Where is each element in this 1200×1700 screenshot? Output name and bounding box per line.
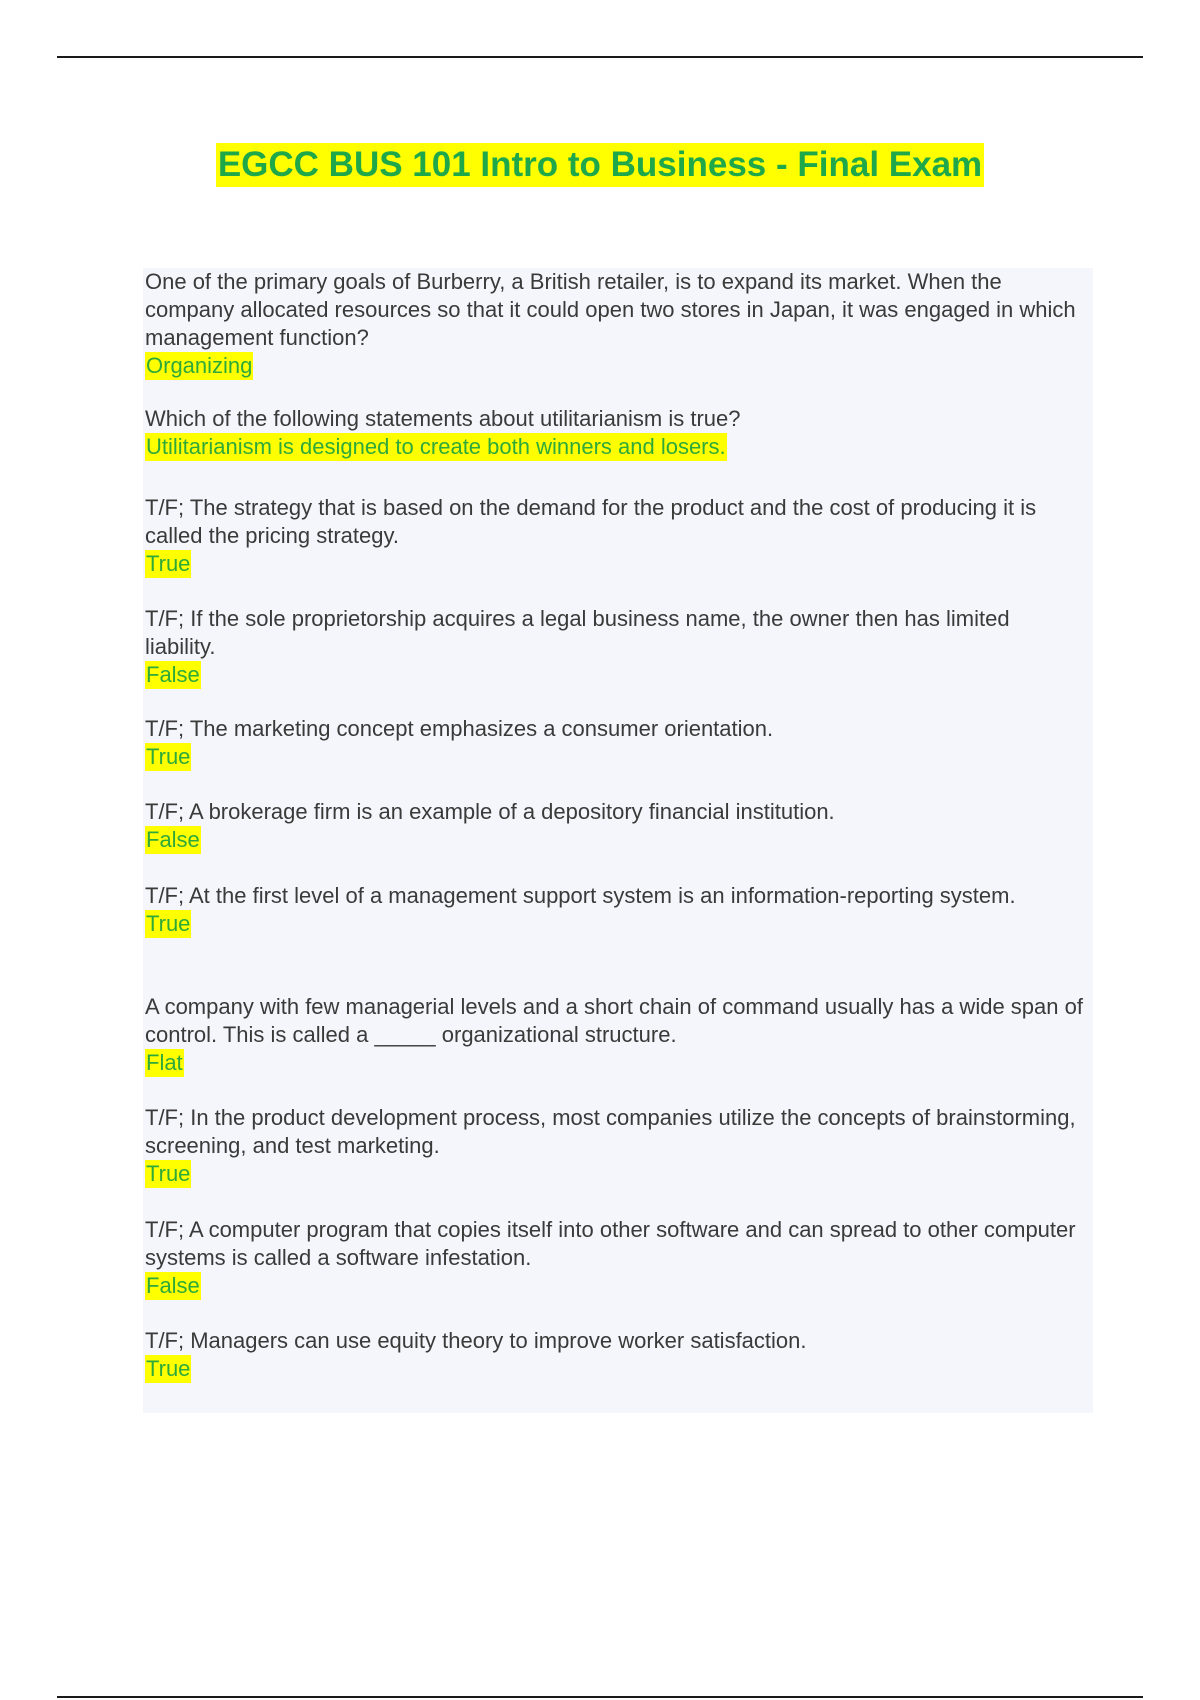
answer-highlight: Utilitarianism is designed to create both winners and losers. <box>146 434 726 459</box>
question-text: T/F; The marketing concept emphasizes a consumer orientation. <box>145 716 774 741</box>
qa-panel <box>143 268 1093 1413</box>
answer-highlight: True <box>146 1356 191 1381</box>
qa-item-6 <box>145 798 1085 854</box>
qa-item-7 <box>145 882 1085 938</box>
question-text: Which of the following statements about utilitarianism is true? <box>145 406 741 431</box>
qa-item-11 <box>145 1327 1085 1383</box>
question-text: T/F; The strategy that is based on the demand for the product and the cost of producing it is called the pricing strategy. <box>145 495 1037 548</box>
answer-highlight: False <box>146 827 200 852</box>
question-text: T/F; At the first level of a management support system is an information-reporting system. <box>145 883 1016 908</box>
title-container <box>0 143 1200 187</box>
header-rule <box>57 56 1143 58</box>
answer-highlight: True <box>146 1161 191 1186</box>
qa-item-8 <box>145 993 1085 1077</box>
qa-item-10 <box>145 1216 1085 1300</box>
question-text: T/F; A computer program that copies itself into other software and can spread to other computer systems is called a software infestation. <box>145 1217 1076 1270</box>
question-text: T/F; A brokerage firm is an example of a depository financial institution. <box>145 799 835 824</box>
answer-highlight: Flat <box>146 1050 183 1075</box>
qa-item-5 <box>145 715 1085 771</box>
qa-item-4 <box>145 605 1085 689</box>
question-text: A company with few managerial levels and a short chain of command usually has a wide span of control. This is called a _____ organizational structure. <box>145 994 1083 1047</box>
qa-item-9 <box>145 1104 1085 1188</box>
qa-item-1 <box>145 268 1085 380</box>
answer-highlight: Organizing <box>146 353 253 378</box>
answer-highlight: True <box>146 551 191 576</box>
question-text: T/F; Managers can use equity theory to improve worker satisfaction. <box>145 1328 807 1353</box>
question-text: T/F; In the product development process, most companies utilize the concepts of brainstorming, screening, and test marketing. <box>145 1105 1076 1158</box>
question-text: T/F; If the sole proprietorship acquires a legal business name, the owner then has limited liability. <box>145 606 1010 659</box>
qa-item-2 <box>145 405 1085 461</box>
qa-item-3 <box>145 494 1085 578</box>
answer-highlight: False <box>146 1273 200 1298</box>
answer-highlight: False <box>146 662 200 687</box>
question-text: One of the primary goals of Burberry, a British retailer, is to expand its market. When the company allocated resources so that it could open two stores in Japan, it was engaged in which management function? <box>145 269 1076 350</box>
footer-rule <box>57 1696 1143 1698</box>
answer-highlight: True <box>146 911 191 936</box>
answer-highlight: True <box>146 744 191 769</box>
document-title: EGCC BUS 101 Intro to Business - Final Exam <box>216 143 984 187</box>
